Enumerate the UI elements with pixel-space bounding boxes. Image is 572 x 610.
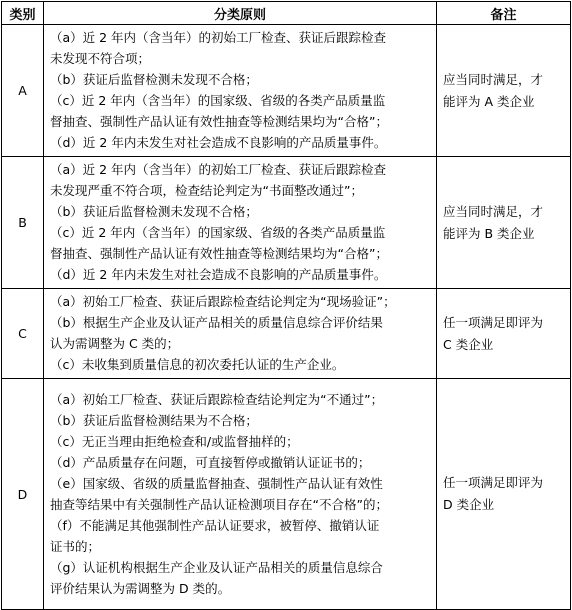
- principle-line: （d）产品质量存在问题，可直接暂停或撤销认证证书的；: [50, 454, 371, 470]
- principle-line: （c）无正当理由拒绝检查和/或监督抽样的；: [50, 433, 299, 449]
- note-line: 能评为 A 类企业: [443, 93, 535, 109]
- principle-cell: [44, 289, 437, 379]
- principle-line: （c）近 2 年内（含当年）的国家级、省级的各类产品质量监: [50, 225, 386, 240]
- category-cell: D: [2, 379, 44, 610]
- note-line: 应当同时满足，才: [443, 71, 544, 87]
- principle-line: 未发现不符合项；: [50, 51, 151, 66]
- principle-line: （b）根据生产企业及认证产品相关的质量信息综合评价结果: [50, 315, 383, 330]
- principle-line: （a）初始工厂检查、获证后跟踪检查结论判定为“现场验证”；: [50, 294, 396, 309]
- note-line: D 类企业: [443, 497, 495, 512]
- header-category: 类别: [2, 2, 44, 25]
- category-cell: B: [2, 157, 44, 289]
- principle-line: 认为需调整为 C 类的；: [50, 336, 180, 351]
- note-line: 能评为 B 类企业: [443, 225, 535, 241]
- principle-line: （d）近 2 年内未发生对社会造成不良影响的产品质量事件。: [50, 135, 387, 150]
- principle-line: （c）未收集到质量信息的初次委托认证的生产企业。: [50, 357, 345, 372]
- table-row-a: [2, 25, 571, 157]
- note-line: 任一项满足即评为: [443, 314, 544, 330]
- principle-line: 抽查等结果中有关强制性产品认证检测项目存在“不合格”的；: [50, 496, 388, 512]
- principle-line: （b）获证后监督检测结果为不合格；: [50, 412, 258, 428]
- table-row-b: [2, 157, 571, 289]
- principle-line: （c）近 2 年内（含当年）的国家级、省级的各类产品质量监: [50, 93, 386, 108]
- principle-cell: [44, 25, 437, 157]
- category-cell: C: [2, 289, 44, 379]
- principle-line: （a）近 2 年内（含当年）的初始工厂检查、获证后跟踪检查: [50, 162, 387, 177]
- category-cell: A: [2, 25, 44, 157]
- principle-line: （f）不能满足其他强制性产品认证要求，被暂停、撤销认证: [50, 517, 380, 533]
- principle-line: （a）初始工厂检查、获证后跟踪检查结论判定为“不通过”；: [50, 391, 384, 407]
- note-line: 任一项满足即评为: [443, 475, 544, 490]
- principle-line: 证书的；: [50, 538, 101, 554]
- principle-cell: [44, 157, 437, 289]
- table-row-d: [2, 379, 571, 610]
- note-cell: [437, 157, 571, 289]
- principle-line: （d）近 2 年内未发生对社会造成不良影响的产品质量事件。: [50, 267, 387, 282]
- note-line: 应当同时满足，才: [443, 203, 544, 219]
- header-note: 备注: [437, 2, 571, 25]
- principle-line: 督抽查、强制性产品认证有效性抽查等检测结果均为“合格”；: [50, 114, 388, 129]
- principle-line: （b）获证后监督检测未发现不合格；: [50, 204, 258, 219]
- note-line: C 类企业: [443, 336, 494, 352]
- classification-table: [1, 1, 571, 610]
- principle-cell: [44, 379, 437, 610]
- note-cell: [437, 25, 571, 157]
- principle-line: （e）国家级、省级的质量监督抽查、强制性产品认证有效性: [50, 475, 383, 491]
- header-principle: 分类原则: [44, 2, 437, 25]
- note-cell: [437, 289, 571, 379]
- principle-line: 督抽查、强制性产品认证有效性抽查等检测结果均为“合格”；: [50, 246, 388, 261]
- principle-line: （g）认证机构根据生产企业及认证产品相关的质量信息综合: [50, 559, 383, 575]
- table-row-c: [2, 289, 571, 379]
- principle-line: 未发现严重不符合项，检查结论判定为“书面整改通过”；: [50, 183, 363, 198]
- header-row: [2, 2, 571, 25]
- principle-line: （b）获证后监督检测未发现不合格；: [50, 72, 258, 87]
- note-cell: [437, 379, 571, 610]
- principle-line: （a）近 2 年内（含当年）的初始工厂检查、获证后跟踪检查: [50, 30, 387, 45]
- principle-line: 评价结果认为需调整为 D 类的。: [50, 580, 231, 596]
